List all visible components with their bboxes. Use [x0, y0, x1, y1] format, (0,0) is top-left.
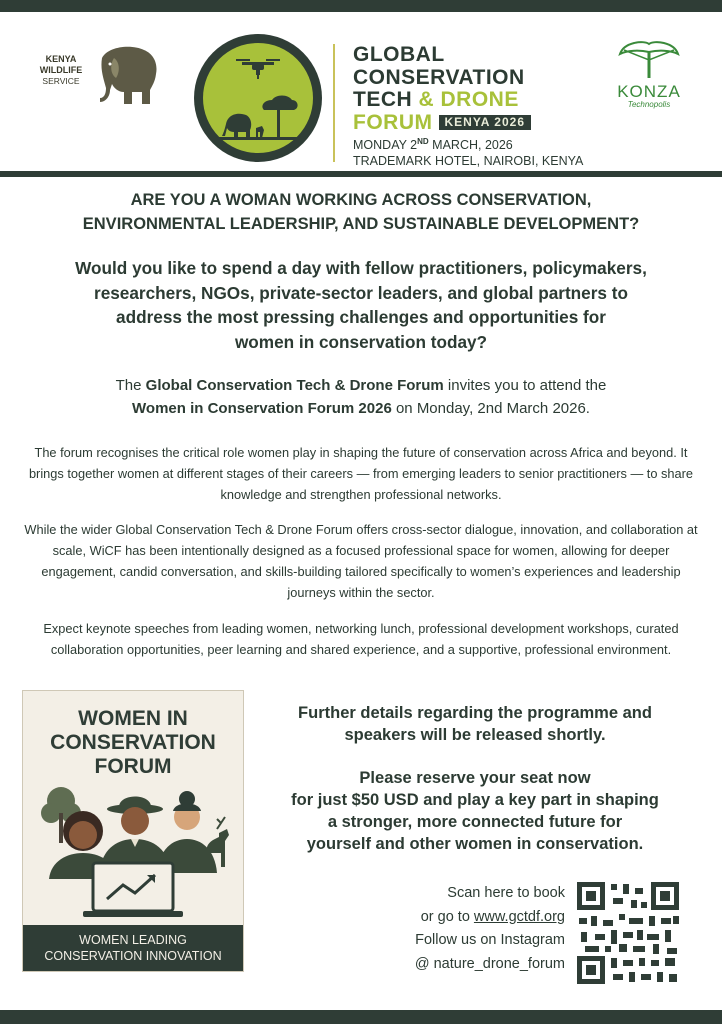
pitch-question: Would you like to spend a day with fellow practitioners, policymakers, researchers, NGOs, private-sector leaders, and global partners to address the most pressing challenges and opportunities for women in conservation today?	[75, 258, 647, 352]
website-link[interactable]: www.gctdf.org	[473, 908, 565, 925]
konza-technopolis-logo: KONZA Technopolis	[606, 38, 692, 109]
invitation-text: The Global Conservation Tech & Drone Forum invites you to attend the Women in Conservation Forum 2026 on Monday, 2nd March 2026.	[115, 377, 607, 417]
women-in-conservation-poster	[22, 690, 244, 972]
qr-code[interactable]	[575, 880, 681, 986]
programme-notice: Further details regarding the programme and speakers will be released shortly.	[298, 704, 652, 744]
tree-logo-icon	[614, 38, 684, 78]
reserve-seat-call: Please reserve your seat now for just $50 USD and play a key part in shaping a stronger, more connected future for yourself and other women in conservation.	[291, 769, 659, 853]
poster-title: WOMEN IN CONSERVATION FORUM	[50, 707, 216, 778]
poster-footer-banner: WOMEN LEADING CONSERVATION INNOVATION	[23, 925, 243, 971]
paragraph-agenda: Expect keynote speeches from leading women, networking lunch, professional development workshops, curated collaboration opportunities, peer learning and shared experience, and a supportive, professional environment.	[43, 621, 679, 657]
women-illustration	[31, 783, 235, 923]
forum-emblem-logo	[192, 32, 324, 164]
forum-title: GLOBAL CONSERVATION TECH & DRONE FORUM KENYA 2026	[353, 44, 531, 134]
header-divider	[333, 44, 335, 162]
headline-question: ARE YOU A WOMAN WORKING ACROSS CONSERVATION, ENVIRONMENTAL LEADERSHIP, AND SUSTAINABLE DEVELOPMENT?	[82, 191, 640, 233]
header-separator-bar	[0, 171, 722, 177]
kenya-wildlife-service-logo	[28, 40, 168, 110]
bottom-border-bar	[0, 1010, 722, 1024]
paragraph-recognition: The forum recognises the critical role women play in shaping the future of conservation across Africa and beyond. It brings together women at different stages of their careers — from emerging leaders to senior practitioners — to share knowledge and strengthen professional networks.	[28, 445, 694, 502]
kenya-2026-badge: KENYA 2026	[439, 115, 532, 130]
top-border-bar	[0, 0, 722, 12]
paragraph-wicf-purpose: While the wider Global Conservation Tech & Drone Forum offers cross-sector dialogue, innovation, and collaboration at scale, WiCF has been intentionally designed as a focused professional space for women, allowing for deeper engagement, candid conversation, and skills-building tailored specifically to women’s experiences and leadership journeys within the sector.	[24, 522, 698, 600]
deer-icon	[207, 817, 229, 867]
laptop-chart-icon	[83, 863, 183, 917]
kws-logo-text: KENYA WILDLIFE SERVICE	[39, 54, 83, 86]
instagram-handle: @ nature_drone_forum	[414, 955, 565, 972]
elephant-icon	[88, 40, 168, 110]
event-date-venue: MONDAY 2ND MARCH, 2026 TRADEMARK HOTEL, NAIROBI, KENYA	[353, 137, 584, 169]
booking-contact: Scan here to book or go to www.gctdf.org Follow us on Instagram @ nature_drone_forum	[360, 882, 565, 976]
